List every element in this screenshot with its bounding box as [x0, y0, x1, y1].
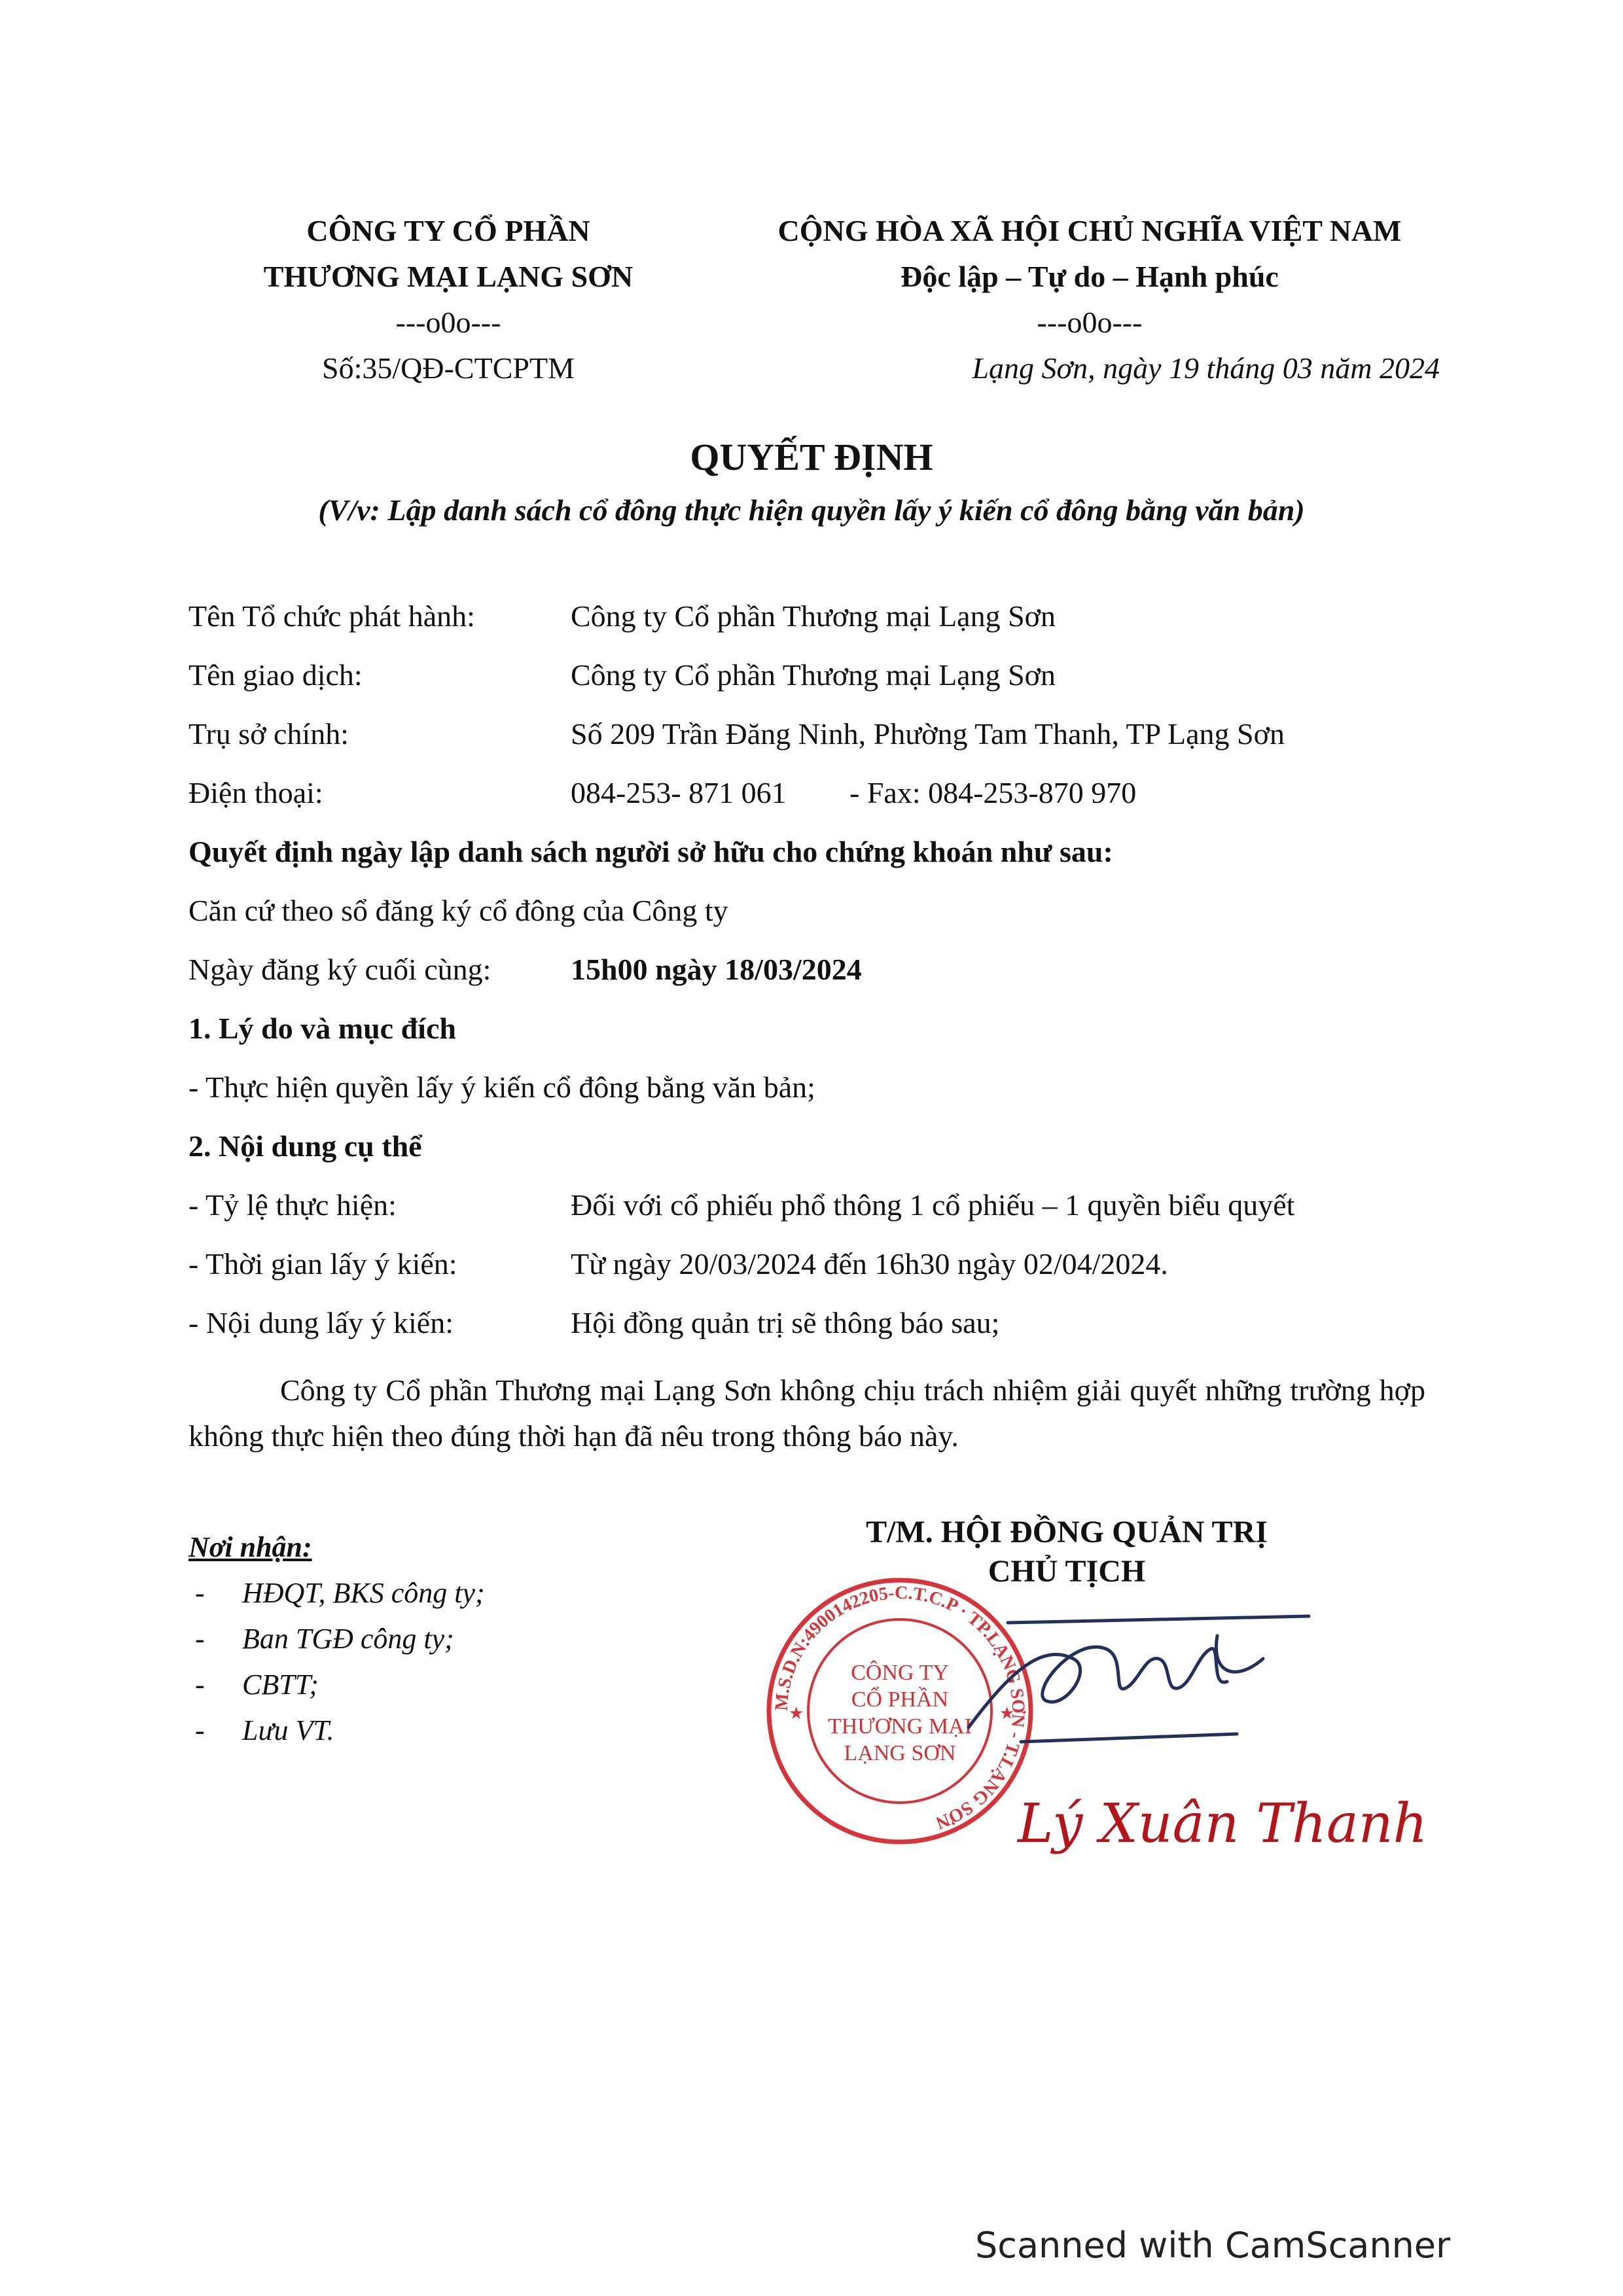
issuer-label: Tên Tổ chức phát hành: — [188, 599, 475, 633]
section1-heading: 1. Lý do và mục đích — [188, 1012, 456, 1045]
fax-value: - Fax: 084-253-870 970 — [849, 776, 1137, 809]
seal-center-line: THƯƠNG MẠI — [828, 1714, 972, 1739]
phone-value: 084-253- 871 061 — [571, 776, 787, 809]
head-office-label: Trụ sở chính: — [188, 717, 349, 751]
recipient-item: - Ban TGĐ công ty; — [195, 1623, 454, 1655]
company-name-line1: CÔNG TY CỔ PHẦN — [306, 214, 590, 247]
record-date-label: Ngày đăng ký cuối cùng: — [188, 953, 491, 986]
phone-label: Điện thoại: — [188, 776, 323, 809]
content-label: - Nội dung lấy ý kiến: — [188, 1306, 454, 1339]
record-date-value: 15h00 ngày 18/03/2024 — [571, 953, 862, 986]
basis-text: Căn cứ theo sổ đăng ký cổ đông của Công ty — [188, 894, 728, 927]
section2-heading: 2. Nội dung cụ thể — [188, 1129, 422, 1163]
recipient-item: - HĐQT, BKS công ty; — [195, 1577, 485, 1609]
trade-name-value: Công ty Cổ phần Thương mại Lạng Sơn — [571, 658, 1056, 692]
nation-name: CỘNG HÒA XÃ HỘI CHỦ NGHĨA VIỆT NAM — [777, 214, 1402, 247]
period-value: Từ ngày 20/03/2024 đến 16h30 ngày 02/04/2024. — [571, 1247, 1168, 1280]
recipients-block — [188, 1525, 485, 1754]
ratio-value: Đối với cổ phiếu phổ thông 1 cổ phiếu – 1 quyền biểu quyết — [571, 1188, 1295, 1222]
recipient-item: - CBTT; — [195, 1669, 319, 1701]
header-divider-right: ---o0o--- — [1037, 306, 1143, 339]
trade-name-label: Tên giao dịch: — [188, 658, 363, 692]
document-number: Số:35/QĐ-CTCPTM — [322, 351, 575, 385]
header-divider-left: ---o0o--- — [395, 306, 501, 339]
section1-text: - Thực hiện quyền lấy ý kiến cổ đông bằng văn bản; — [188, 1070, 815, 1104]
seal-center-line: LẠNG SƠN — [844, 1741, 956, 1765]
signatory-name: Lý Xuân Thanh — [1018, 1793, 1428, 1855]
document-date: Lạng Sơn, ngày 19 tháng 03 năm 2024 — [972, 351, 1440, 385]
recipients-heading: Nơi nhận: — [188, 1531, 312, 1563]
national-motto: Độc lập – Tự do – Hạnh phúc — [901, 260, 1279, 293]
ratio-label: - Tỷ lệ thực hiện: — [188, 1188, 397, 1222]
document-title: QUYẾT ĐỊNH — [690, 436, 933, 478]
decision-heading: Quyết định ngày lập danh sách người sở hữu cho chứng khoán như sau: — [188, 835, 1113, 868]
seal-ring-text: M.S.D.N:4900142205-C.T.C.P · TP.LẠNG SƠN - T.LẠNG SƠN — [771, 1582, 1029, 1833]
head-office-value: Số 209 Trần Đăng Ninh, Phường Tam Thanh, TP Lạng Sơn — [571, 717, 1285, 751]
document-subtitle: (V/v: Lập danh sách cổ đông thực hiện quyền lấy ý kiến cổ đông bằng văn bản) — [318, 493, 1305, 527]
company-header — [190, 208, 707, 391]
seal-center-line: CÔNG TY — [851, 1661, 949, 1685]
signatory-title-line2: CHỦ TỊCH — [988, 1554, 1146, 1589]
handwritten-signature — [929, 1597, 1322, 1754]
seal-center-line: CỔ PHẦN — [851, 1687, 949, 1712]
national-header — [726, 208, 1453, 391]
recipient-item: - Lưu VT. — [195, 1714, 334, 1746]
period-label: - Thời gian lấy ý kiến: — [188, 1247, 457, 1280]
closing-paragraph: Công ty Cổ phần Thương mại Lạng Sơn không chịu trách nhiệm giải quyết những trường hợp không thực hiện theo đúng thời hạn đã nêu trong thông báo này. — [188, 1373, 1425, 1453]
scanner-watermark: Scanned with CamScanner — [975, 2225, 1451, 2266]
svg-text:★: ★ — [789, 1704, 804, 1723]
content-value: Hội đồng quản trị sẽ thông báo sau; — [571, 1306, 1000, 1339]
company-name-line2: THƯƠNG MẠI LẠNG SƠN — [263, 260, 633, 293]
signatory-title-line1: T/M. HỘI ĐỒNG QUẢN TRỊ — [866, 1515, 1268, 1549]
svg-text:★: ★ — [999, 1704, 1015, 1723]
issuer-value: Công ty Cổ phần Thương mại Lạng Sơn — [571, 599, 1056, 633]
